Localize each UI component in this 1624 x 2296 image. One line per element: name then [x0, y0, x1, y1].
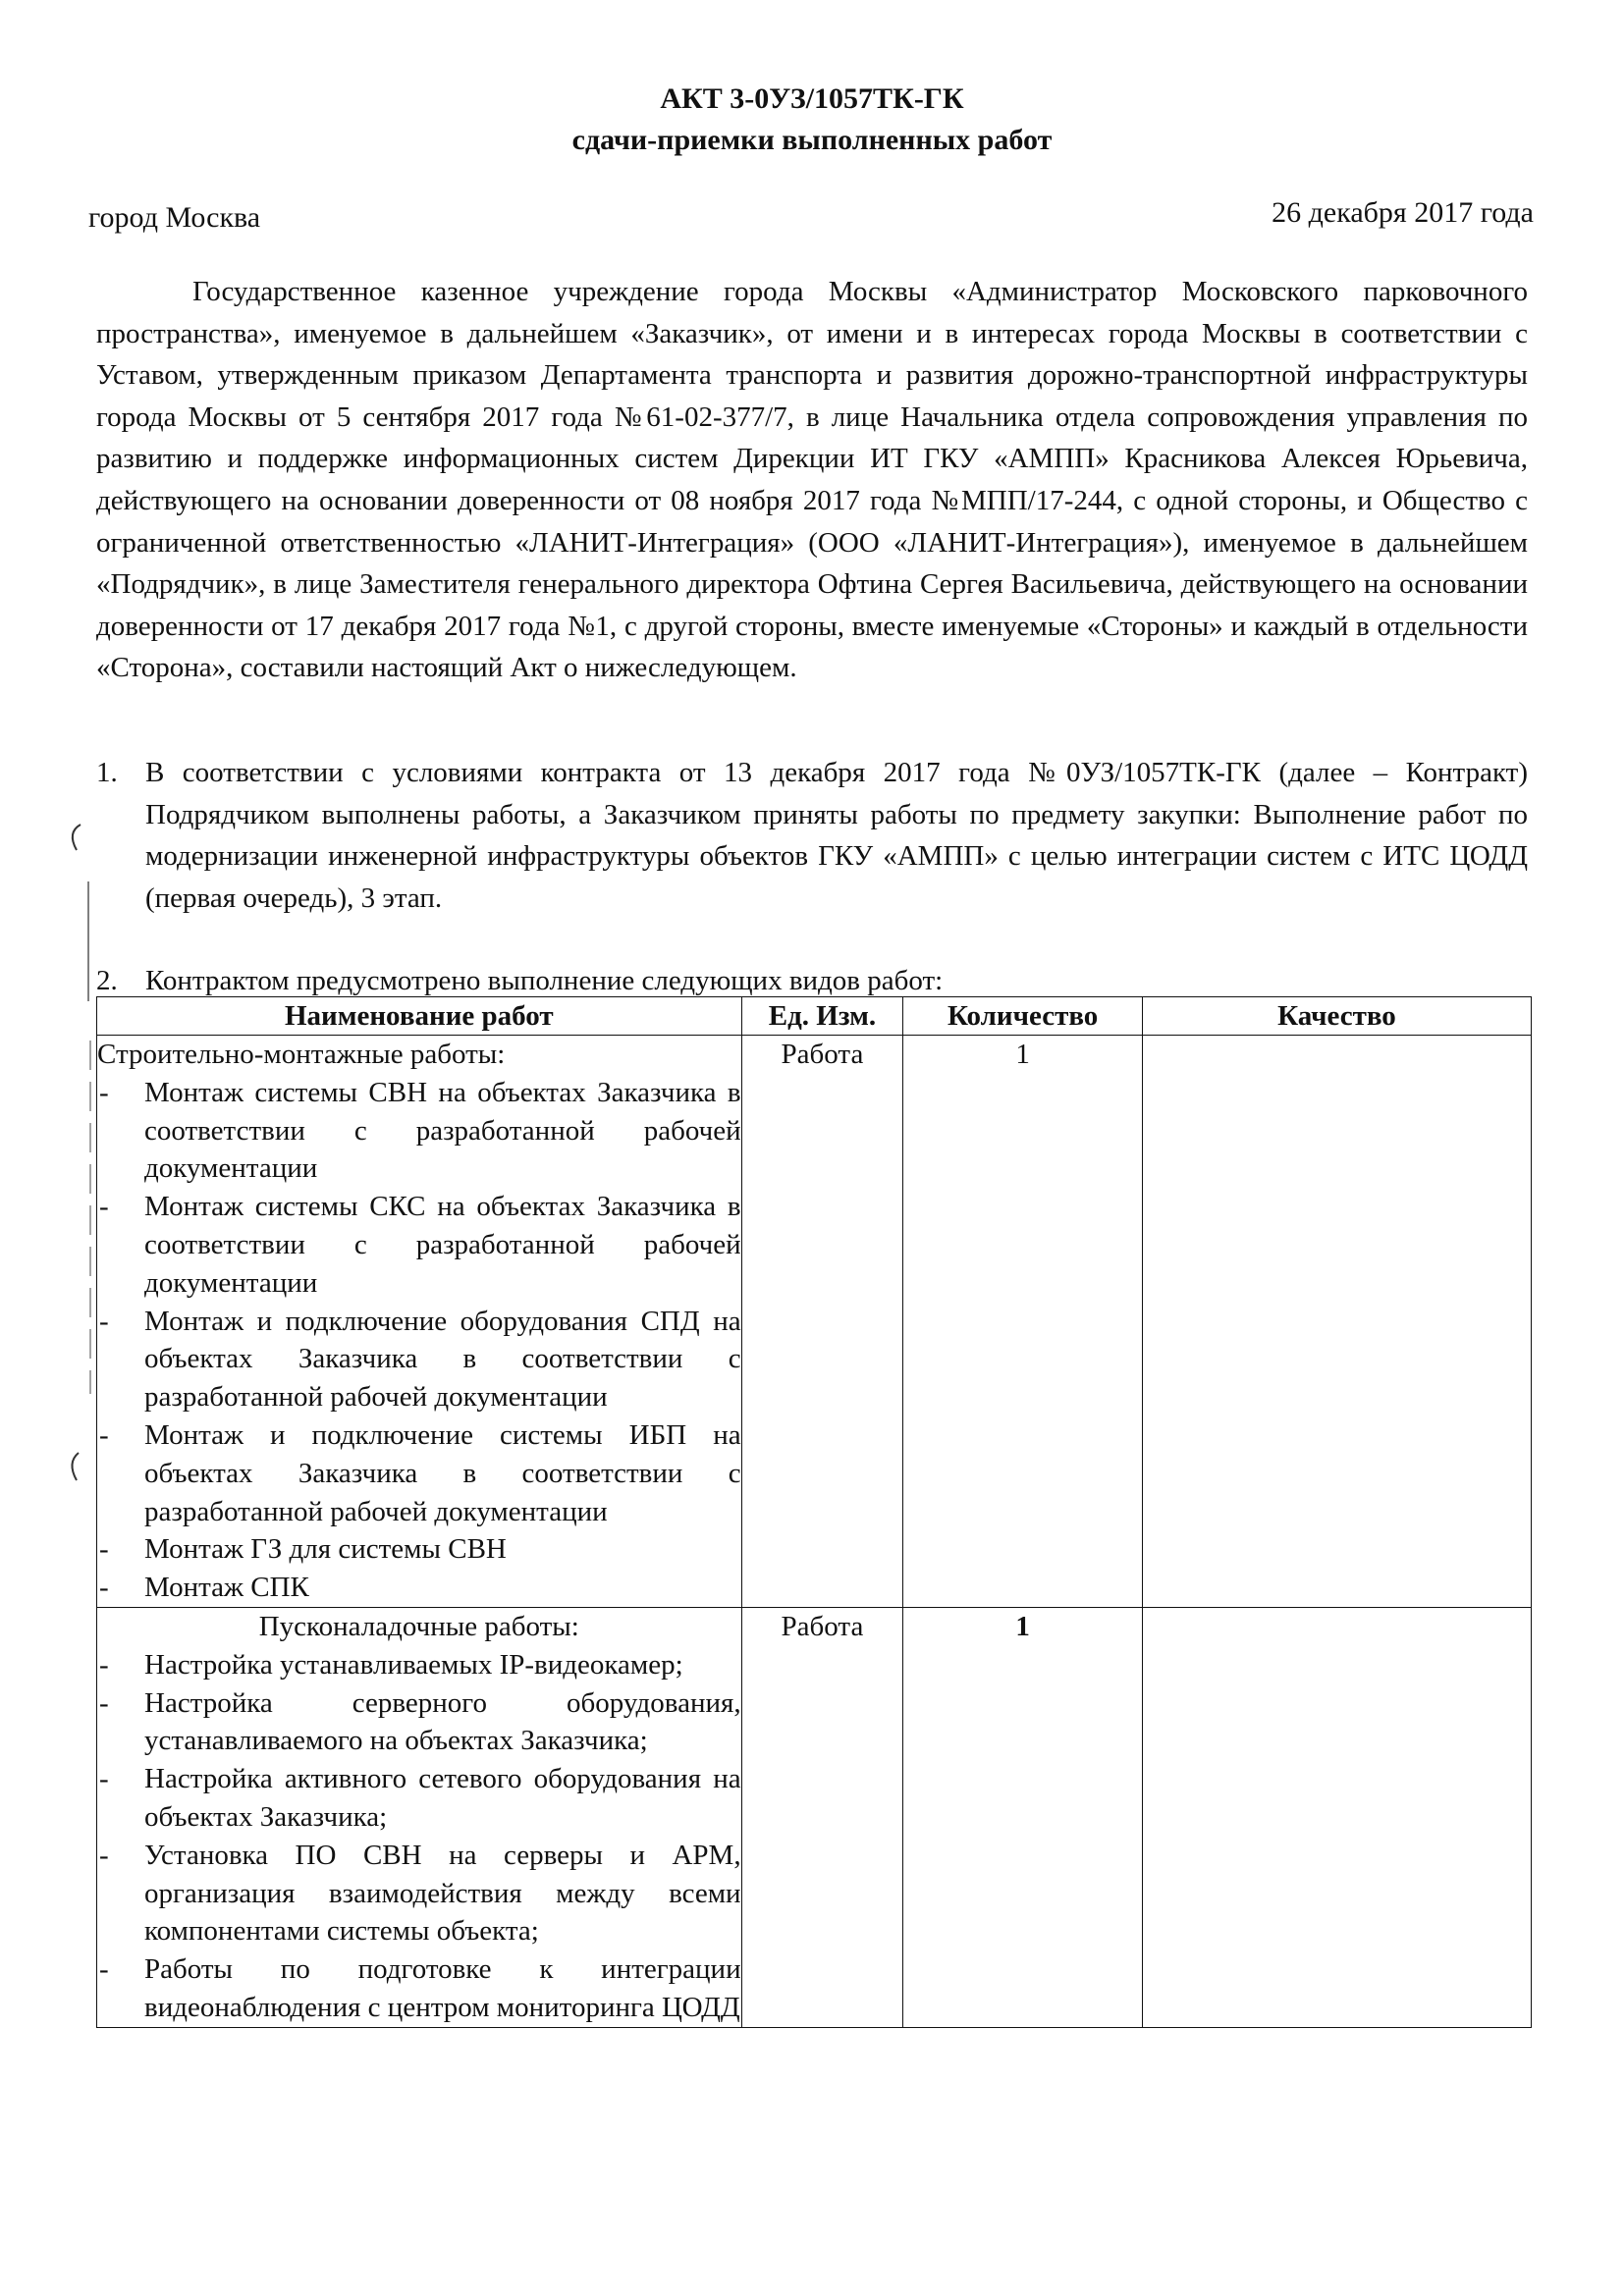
list-item: [97, 1760, 741, 1837]
quantity-cell: 1: [903, 1036, 1143, 1608]
dash-marker: -: [99, 1418, 109, 1451]
header-unit: Ед. Изм.: [741, 997, 903, 1036]
unit-cell: Работа: [741, 1036, 903, 1608]
list-item: [97, 1416, 741, 1530]
table-header-row: [97, 997, 1532, 1036]
list-item-text: Настройка устанавливаемых IP-видеокамер;: [144, 1648, 683, 1681]
unit-cell: Работа: [741, 1607, 903, 2027]
work-name-cell: [97, 1036, 742, 1608]
work-list: [97, 1646, 741, 2027]
date-label: 26 декабря 2017 года: [1272, 196, 1534, 229]
work-list: [97, 1074, 741, 1607]
clause-text: В соответствии с условиями контракта от 13 декабря 2017 года №0УЗ/1057ТК-ГК (далее – Контракт) Подрядчиком выполнены работы, а Заказчиком приняты работы по предмету закупки: Выполнение работ по модернизации инженерной инфраструктуры объектов ГКУ «АМПП» с целью интеграции систем с ИТС ЦОДД (первая очередь), 3 этап.: [145, 757, 1528, 914]
act-subtitle: сдачи-приемки выполненных работ: [571, 124, 1053, 156]
list-item-text: Монтаж системы СВН на объектах Заказчика в соответствии с разработанной рабочей документации: [144, 1076, 741, 1185]
dash-marker: -: [99, 1076, 109, 1108]
table-row: [97, 1036, 1532, 1608]
list-item: [97, 1188, 741, 1302]
table-row: [97, 1607, 1532, 2027]
list-item: [97, 1646, 741, 1684]
quality-cell: [1142, 1607, 1531, 2027]
list-item-text: Монтаж СПК: [144, 1572, 309, 1604]
list-item: [97, 1569, 741, 1607]
list-item: [97, 1684, 741, 1761]
header-work-name: Наименование работ: [97, 997, 742, 1036]
works-table: [96, 996, 1532, 2028]
scan-margin-marks: [61, 805, 100, 1492]
list-item-text: Монтаж и подключение оборудования СПД на объектах Заказчика в соответствии с разработанной рабочей документации: [144, 1305, 741, 1414]
act-title: АКТ 3-0УЗ/1057ТК-ГК: [660, 82, 964, 115]
list-item-text: Настройка активного сетевого оборудования на объектах Заказчика;: [144, 1763, 741, 1833]
list-item: [97, 1074, 741, 1188]
dash-marker: -: [99, 1572, 109, 1604]
list-item: [97, 1530, 741, 1569]
list-item: [97, 1837, 741, 1950]
dash-marker: -: [99, 1305, 109, 1337]
group-title: Строительно-монтажные работы:: [97, 1039, 506, 1070]
clause-1: [96, 752, 1528, 919]
dash-marker: -: [99, 1953, 109, 1986]
preamble-paragraph: Государственное казенное учреждение города Москвы «Администратор Московского парковочного пространства», именуемое в дальнейшем «Заказчик», от имени и в интересах города Москвы в соответствии с Уставом, утвержденным приказом Департамента транспорта и развития дорожно-транспортной инфраструктуры города Москвы от 5 сентября 2017 года №61-02-377/7, в лице Начальника отдела сопровождения управления по развитию и поддержке информационных систем Дирекции ИТ ГКУ «АМПП» Красникова Алексея Юрьевича, действующего на основании доверенности от 08 ноября 2017 года №МПП/17-244, с одной стороны, и Общество с ограниченной ответственностью «ЛАНИТ-Интеграция» (ООО «ЛАНИТ-Интеграция»), именуемое в дальнейшем «Подрядчик», в лице Заместителя генерального директора Офтина Сергея Васильевича, действующего на основании доверенности от 17 декабря 2017 года №1, с другой стороны, вместе именуемые «Стороны» и каждый в отдельности «Сторона», составили настоящий Акт о нижеследующем.: [96, 276, 1528, 684]
group-title: Пусконаладочные работы:: [258, 1610, 579, 1642]
list-item-text: Монтаж системы СКС на объектах Заказчика в соответствии с разработанной рабочей документации: [144, 1191, 741, 1299]
dash-marker: -: [99, 1191, 109, 1223]
scan-mark: [72, 1453, 79, 1480]
dash-marker: -: [99, 1533, 109, 1566]
dash-marker: -: [99, 1648, 109, 1681]
scan-mark: [73, 825, 81, 850]
quality-cell: [1142, 1036, 1531, 1608]
list-item-text: Монтаж и подключение системы ИБП на объектах Заказчика в соответствии с разработанной рабочей документации: [144, 1418, 741, 1527]
clause-number: 1.: [96, 757, 118, 788]
dash-marker: -: [99, 1686, 109, 1719]
clause-text: Контрактом предусмотрено выполнение следующих видов работ:: [145, 965, 944, 996]
list-item-text: Настройка серверного оборудования, устанавливаемого на объектах Заказчика;: [144, 1686, 741, 1757]
header-quantity: Количество: [903, 997, 1143, 1036]
dash-marker: -: [99, 1839, 109, 1871]
quantity-cell: 1: [903, 1607, 1143, 2027]
dash-marker: -: [99, 1763, 109, 1795]
clause-number: 2.: [96, 965, 118, 996]
list-item: [97, 1303, 741, 1416]
work-name-cell: [97, 1607, 742, 2027]
header-quality: Качество: [1142, 997, 1531, 1036]
list-item-text: Установка ПО СВН на серверы и АРМ, организация взаимодействия между всеми компонентами системы объекта;: [144, 1839, 741, 1948]
list-item: [97, 1950, 741, 2027]
place-label: город Москва: [88, 201, 261, 234]
list-item-text: Монтаж ГЗ для системы СВН: [144, 1533, 507, 1566]
list-item-text: Работы по подготовке к интеграции видеонаблюдения с центром мониторинга ЦОДД: [144, 1953, 741, 2023]
